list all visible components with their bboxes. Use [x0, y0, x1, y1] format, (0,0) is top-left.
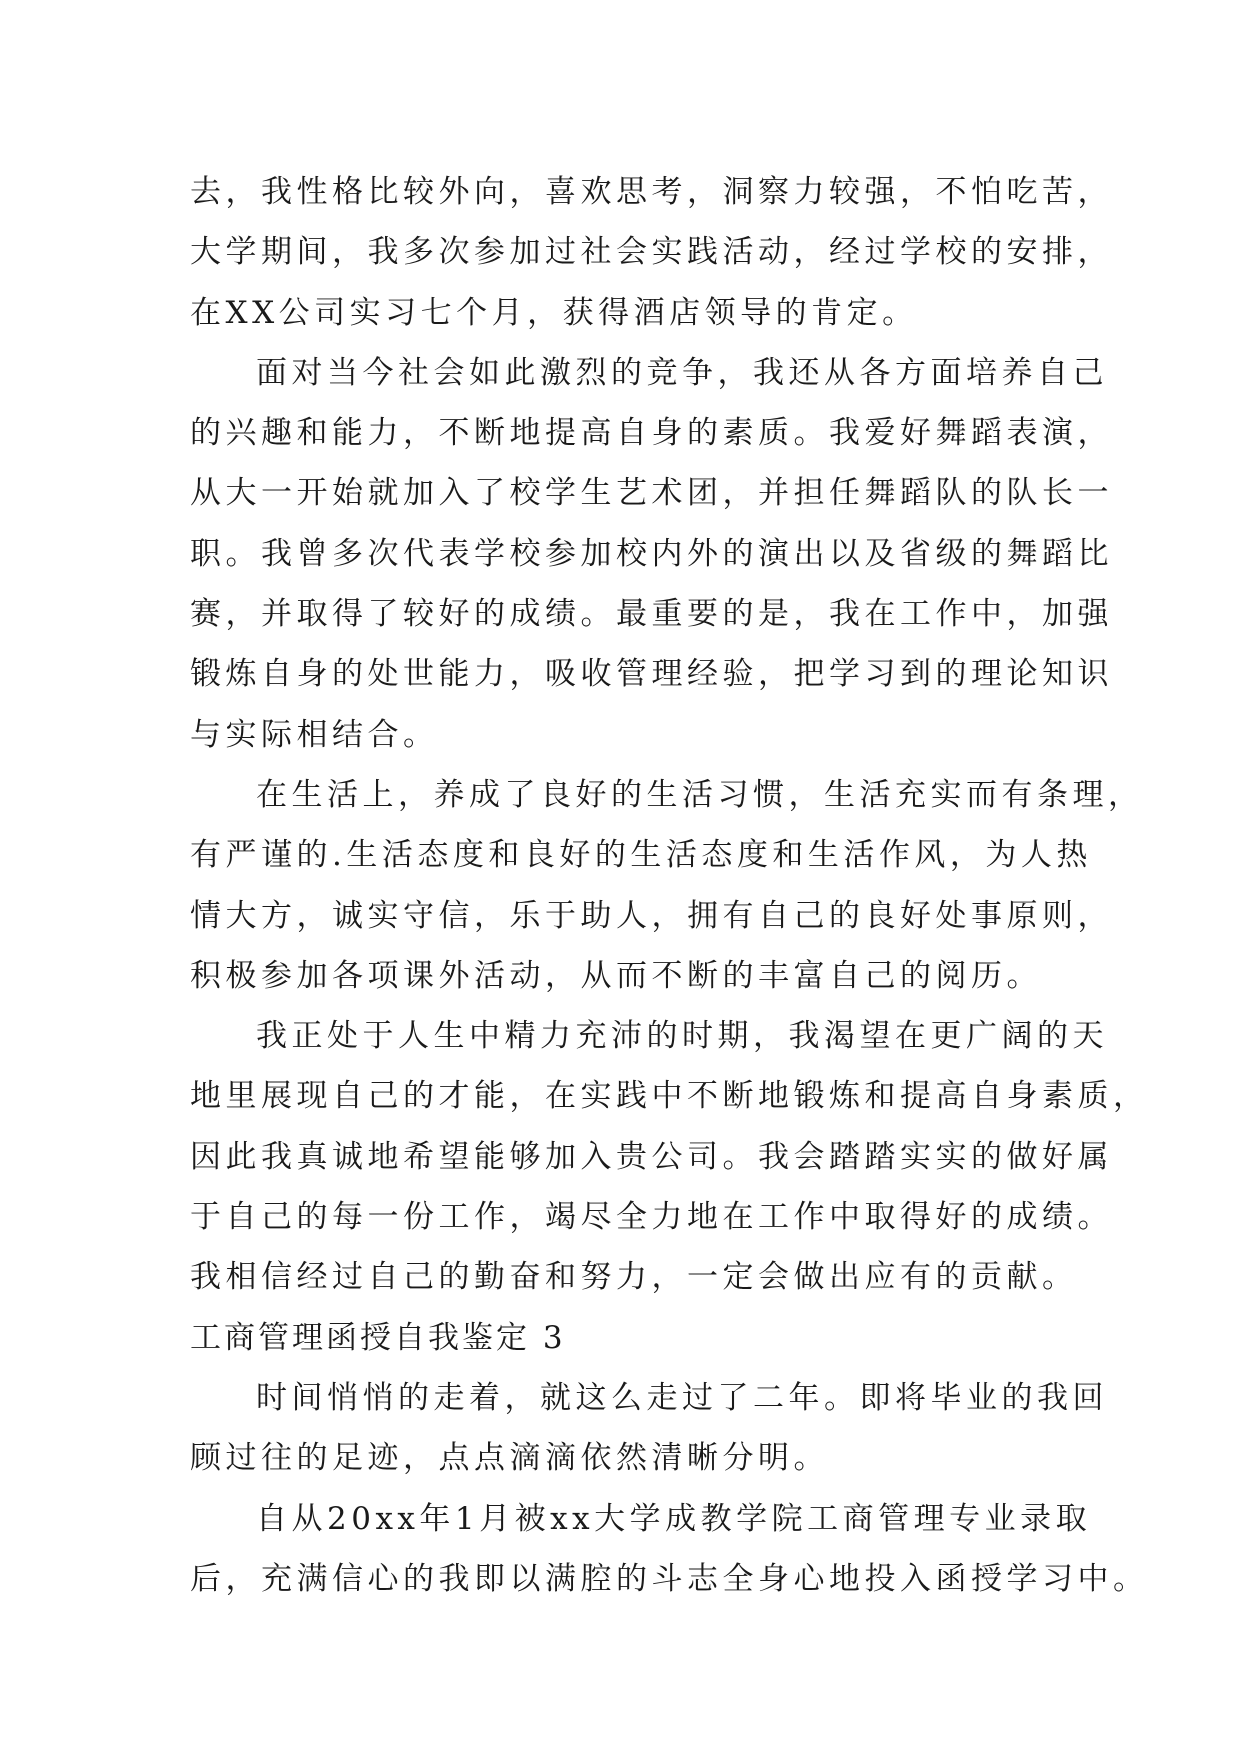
- text-line: 时间悄悄的走着，就这么走过了二年。即将毕业的我回: [256, 1379, 1108, 1416]
- text-line: 与实际相结合。: [190, 716, 439, 753]
- text-line: 的兴趣和能力，不断地提高自身的素质。我爱好舞蹈表演，: [190, 415, 1113, 452]
- text-line: 我正处于人生中精力充沛的时期，我渴望在更广阔的天: [256, 1018, 1108, 1055]
- text-line: 我相信经过自己的勤奋和努力，一定会做出应有的贡献。: [190, 1259, 1078, 1296]
- text-line: 从大一开始就加入了校学生艺术团，并担任舞蹈队的队长一: [190, 475, 1113, 512]
- text-line: 赛，并取得了较好的成绩。最重要的是，我在工作中，加强: [190, 596, 1113, 633]
- text-line: 在生活上，养成了良好的生活习惯，生活充实而有条理，: [256, 776, 1144, 813]
- text-line: 后，充满信心的我即以满腔的斗志全身心地投入函授学习中。: [190, 1560, 1149, 1597]
- text-line: 面对当今社会如此激烈的竞争，我还从各方面培养自己: [256, 354, 1108, 391]
- paragraph: [190, 1006, 1149, 1307]
- document-body: [190, 162, 1149, 1609]
- text-line: 有严谨的.生活态度和良好的生活态度和生活作风，为人热: [190, 837, 1092, 874]
- paragraph: [190, 343, 1113, 765]
- paragraph: [190, 1368, 1108, 1489]
- text-line: 积极参加各项课外活动，从而不断的丰富自己的阅历。: [190, 957, 1042, 994]
- text-line: 锻炼自身的处世能力，吸收管理经验，把学习到的理论知识: [190, 656, 1113, 693]
- text-line: 大学期间，我多次参加过社会实践活动，经过学校的安排，: [190, 234, 1113, 271]
- paragraph: [190, 1489, 1149, 1610]
- text-line: 在XX公司实习七个月，获得酒店领导的肯定。: [190, 294, 918, 331]
- paragraph: [190, 765, 1144, 1006]
- section-heading-text: 工商管理函授自我鉴定 3: [190, 1319, 566, 1356]
- text-line: 因此我真诚地希望能够加入贵公司。我会踏踏实实的做好属: [190, 1138, 1113, 1175]
- text-line: 自从20xx年1月被xx大学成教学院工商管理专业录取: [256, 1500, 1092, 1537]
- paragraph: [190, 162, 1113, 343]
- text-line: 情大方，诚实守信，乐于助人，拥有自己的良好处事原则，: [190, 897, 1113, 934]
- text-line: 顾过往的足迹，点点滴滴依然清晰分明。: [190, 1440, 829, 1477]
- text-line: 去，我性格比较外向，喜欢思考，洞察力较强，不怕吃苦，: [190, 174, 1113, 210]
- text-line: 地里展现自己的才能，在实践中不断地锻炼和提高自身素质，: [190, 1078, 1149, 1115]
- section-heading: [190, 1308, 1060, 1368]
- text-line: 职。我曾多次代表学校参加校内外的演出以及省级的舞蹈比: [190, 535, 1113, 572]
- text-line: 于自己的每一份工作，竭尽全力地在工作中取得好的成绩。: [190, 1199, 1113, 1236]
